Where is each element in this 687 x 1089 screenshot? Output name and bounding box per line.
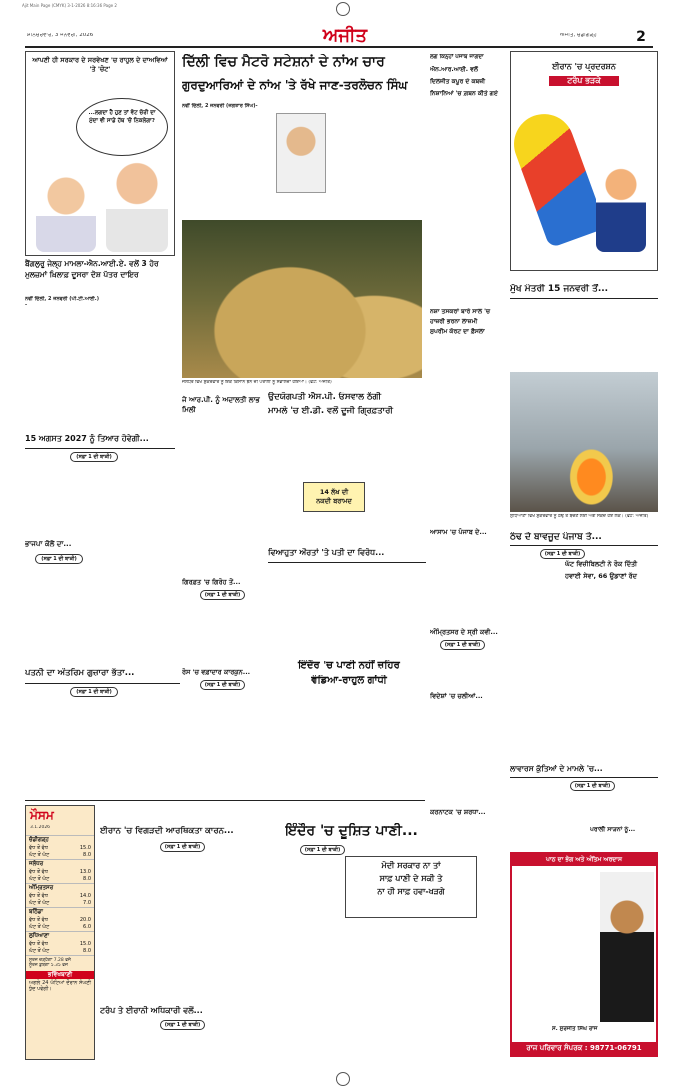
left-col-3 xyxy=(25,698,99,793)
ad-title: ਪਾਠ ਦਾ ਭੋਗ ਅਤੇ ਅੰਤਿਮ ਅਰਦਾਸ xyxy=(512,854,656,866)
top-crosshair xyxy=(336,2,350,16)
cartoon-figure-trump xyxy=(596,162,646,252)
h10-body-1 xyxy=(510,792,584,852)
punjab-sub-2: ਹਾਜ਼ਰੀ ਭਰਨਾ ਲਾਜ਼ਮੀ xyxy=(430,318,478,325)
continued-tag-6: (ਸਫ਼ਾ 1 ਦੀ ਬਾਕੀ) xyxy=(440,640,485,650)
header-rule xyxy=(25,46,653,48)
weather-max-label: ਵੱਧ ਤੋਂ ਵੱਧ xyxy=(29,868,48,875)
second-mid-headline: ਵਿਆਹੁਤਾ ਔਰਤਾਂ 'ਤੇ ਪਤੀ ਦਾ ਵਿਰੋਧ... xyxy=(268,548,385,557)
weather-box xyxy=(25,805,95,1060)
bengaluru-body xyxy=(25,296,99,431)
indore-quote-3: ਨਾ ਹੀ ਸਾਫ਼ ਹਵਾ-ਖੜਗੇ xyxy=(377,887,445,896)
second-mid-rule xyxy=(268,562,426,563)
weather-min: 8.0 xyxy=(83,875,91,882)
continued-tag-11: (ਸਫ਼ਾ 1 ਦੀ ਬਾਕੀ) xyxy=(300,845,345,855)
h4-rule xyxy=(25,683,180,684)
small-head-1: ਭਾਜਪਾ ਕੋਲੋਂ ਦਾ... xyxy=(25,540,72,548)
weather-forecast: ਅਗਲੇ 24 ਘੰਟਿਆਂ ਦੌਰਾਨ ਸੰਘਣੀ ਧੁੰਦ ਪਵੇਗੀ। xyxy=(29,979,91,993)
punjab-sub-3: ਸੁਪਰੀਮ ਕੋਰਟ ਦਾ ਫ਼ੈਸਲਾ xyxy=(430,328,485,335)
iran-headline: ਈਰਾਨ 'ਚ ਵਿਗੜਦੀ ਆਰਥਿਕਤਾ ਕਾਰਨ... xyxy=(100,826,234,836)
lead-headline-2: ਗੁਰਦੁਆਰਿਆਂ ਦੇ ਨਾਂਅ 'ਤੇ ਰੱਖੇ ਜਾਣ-ਤਰਲੋਚਨ ਸਿੰਘ xyxy=(182,78,408,92)
mid-body-2 xyxy=(350,422,428,542)
indore-small-body-2 xyxy=(350,693,428,793)
weather-min-label: ਘੱਟ ਤੋਂ ਘੱਟ xyxy=(29,851,50,858)
continued-tag-7: (ਸਫ਼ਾ 1 ਦੀ ਬਾਕੀ) xyxy=(540,549,585,559)
mid-headline-2: ਮਾਮਲੇ 'ਚ ਈ.ਡੀ. ਵਲੋਂ ਦੂਜੀ ਗ੍ਰਿਫ਼ਤਾਰੀ xyxy=(268,406,393,416)
cartoon-left xyxy=(25,51,175,256)
cash-box-line2: ਨਕਦੀ ਬਰਾਮਦ xyxy=(316,497,352,505)
lead-dateline: ਨਵੀਂ ਦਿੱਲੀ, 2 ਜਨਵਰੀ (ਜਗਤਾਰ ਸਿੰਘ)- xyxy=(182,103,258,109)
bullet-rule xyxy=(25,448,175,449)
small-head-7: ਅੰਮ੍ਰਿਤਸਰ ਦੇ ਸ੍ਰੀ ਕਵੀ... xyxy=(430,628,498,636)
cartoon-right-subtitle: ਟਰੰਪ ਭੜਕੇ xyxy=(549,76,619,86)
small-head-8: ਵਿਦੇਸ਼ਾਂ 'ਚ ਚਲੀਆਂ... xyxy=(430,692,483,700)
cartoon-right xyxy=(510,51,658,271)
indore-body-2 xyxy=(345,922,411,1062)
far-right-headline-1: ਘੱਟ ਵਿਜ਼ੀਬਿਲਟੀ ਨੇ ਰੋਕ ਦਿੱਤੀ xyxy=(565,560,638,568)
bottom-rule xyxy=(25,800,425,801)
h10-rule xyxy=(510,777,658,778)
date-line: ਸ਼ਨਿੱਚਰਵਾਰ, 3 ਜਨਵਰੀ, 2026 xyxy=(27,33,94,38)
weather-city-name: ਅੰਮ੍ਰਿਤਸਰ xyxy=(29,884,54,891)
continued-tag-9: (ਸਫ਼ਾ 1 ਦੀ ਬਾਕੀ) xyxy=(160,842,205,852)
punjab-body-4 xyxy=(430,651,505,711)
h10-body-2 xyxy=(587,792,658,822)
cartoon-figure-right xyxy=(106,157,168,252)
weather-min: 6.0 xyxy=(83,923,91,930)
cartoon-left-title: ਆਪਣੀ ਹੀ ਸਰਕਾਰ ਦੇ ਸਰਵੇਖਣ 'ਚ ਰਾਹੁਲ ਦੇ ਦਾਅਵਿਆਂ 'ਤੇ 'ਚੋਟ' xyxy=(32,56,168,73)
far-right-headline-2: ਹਵਾਈ ਸੇਵਾ, 66 ਉਡਾਣਾਂ ਰੱਦ xyxy=(565,572,637,580)
cm-body-1 xyxy=(510,304,584,369)
punjab-headline-1: ਲਗ ਕਿਨ੍ਹਾਂ ਪੰਜਾਬ ਜਾਗਦਾ xyxy=(430,54,484,60)
cash-box-line1: 14 ਲੱਖ ਦੀ xyxy=(319,488,349,496)
left-col-1 xyxy=(25,463,99,538)
indore-small-headline-2: ਵੰਡਿਆ-ਰਾਹੁਲ ਗਾਂਧੀ xyxy=(311,675,387,686)
weather-max-label: ਵੱਧ ਤੋਂ ਵੱਧ xyxy=(29,940,48,947)
lead-body-1 xyxy=(182,103,272,213)
mid-left-col xyxy=(102,452,177,667)
weather-min-label: ਘੱਟ ਤੋਂ ਘੱਟ xyxy=(29,947,50,954)
weather-city-4 xyxy=(26,931,94,955)
punjab-headline-4: ਨਿਸ਼ਾਨਿਆਂ 'ਚ ਗ਼ਬਨ ਕੀਤੇ ਗਏ xyxy=(430,90,498,97)
weather-forecast-title: ਭਵਿੱਖਬਾਣੀ xyxy=(26,971,94,979)
left-col-4 xyxy=(102,698,177,793)
weather-max: 15.0 xyxy=(79,844,91,851)
weather-min: 8.0 xyxy=(83,851,91,858)
small-head-4: ਪਤਨੀ ਦਾ ਅੰਤਰਿਮ ਗੁਜ਼ਾਰਾ ਭੱਤਾ... xyxy=(25,668,135,678)
iran-body-1 xyxy=(100,854,186,999)
page-number: 2 xyxy=(636,29,646,45)
weather-min-label: ਘੱਟ ਤੋਂ ਘੱਟ xyxy=(29,875,50,882)
punjab-body-2 xyxy=(430,340,505,525)
far-right-body-2 xyxy=(565,585,658,750)
punjab-body-1 xyxy=(430,104,505,304)
cm-rule xyxy=(510,298,658,299)
punjab-headline-2: ਐਨ.ਆਰ.ਆਈ. ਵਲੋਂ xyxy=(430,66,478,73)
far-right-body-1 xyxy=(510,560,562,750)
bengaluru-headline: ਬੈਂਗਲੁਰੂ ਜੇਲ੍ਹ ਮਾਮਲਾ-ਐਨ.ਆਈ.ਏ. ਵਲੋਂ 3 ਹੋਰ ਮੁਲਜ਼ਮਾਂ ਖ਼ਿਲਾਫ਼ ਦੂਸਰਾ ਦੋਸ਼ ਪੱਤਰ ਦਾਇਰ xyxy=(25,259,159,279)
cold-photo xyxy=(510,372,658,512)
weather-max: 20.0 xyxy=(79,916,91,923)
indore-quote-box xyxy=(345,856,477,918)
continued-tag-2: (ਸਫ਼ਾ 1 ਦੀ ਬਾਕੀ) xyxy=(35,554,83,564)
lead-portrait xyxy=(276,113,326,193)
indore-small-body-1 xyxy=(268,693,346,793)
ad-body xyxy=(516,872,596,1017)
lead-body-2 xyxy=(330,103,422,213)
bullet-train-headline: 15 ਅਗਸਤ 2027 ਨੂੰ ਤਿਆਰ ਹੋਵੇਗੀ... xyxy=(25,434,149,443)
bengaluru-body-2 xyxy=(102,296,175,431)
cm-body-2 xyxy=(587,304,658,369)
farmer-photo-caption: ਜਲੰਧਰ ਵਿਖੇ ਸ਼ੁੱਕਰਵਾਰ ਨੂੰ ਇਕ ਕਿਸਾਨ ਝੋਨੇ ਦੀ ਪਰਾਲੀ ਨੂੰ ਸੰਭਾਲਦਾ ਹੋਇਆ। (ਫੋਟੋ: ਅਜੀਤ) xyxy=(182,380,332,385)
weather-max: 15.0 xyxy=(79,940,91,947)
indore-body-1 xyxy=(285,856,341,1061)
reg-mark-top xyxy=(336,1072,350,1086)
cold-photo-caption: ਲੁਧਿਆਣਾ ਵਿਖੇ ਸ਼ੁੱਕਰਵਾਰ ਨੂੰ ਠੰਢ ਤੋਂ ਬਚਣ ਲਈ ਅੱਗ ਸੇਕਦੇ ਹੋਏ ਲੋਕ। (ਫੋਟੋ: ਅਜੀਤ) xyxy=(510,514,649,519)
punjab-body-3 xyxy=(430,542,505,624)
location-line: ਅਜੀਤ, ਚੰਡੀਗੜ੍ਹ xyxy=(560,33,597,38)
trump-body xyxy=(100,1031,275,1061)
weather-max-label: ਵੱਧ ਤੋਂ ਵੱਧ xyxy=(29,844,48,851)
weather-max-label: ਵੱਧ ਤੋਂ ਵੱਧ xyxy=(29,916,48,923)
small-head-9: ਕਰਨਾਟਕ 'ਚ ਸ਼ਰਧਾ... xyxy=(430,808,486,816)
ad-name: ਸ. ਸੁਰਜੀਤ ਸਿੰਘ ਰਾਜ xyxy=(552,1026,598,1032)
small-head-3: ਗਿਰਫ਼ਤ 'ਚ ਗਿਰੋਹ ਤੋਂ... xyxy=(182,578,241,586)
second-mid-body xyxy=(268,566,426,656)
weather-sunset: ਸੂਰਜ ਡੁੱਬੇਗਾ 5.35 ਵਜੇ xyxy=(29,963,68,969)
weather-max: 13.0 xyxy=(79,868,91,875)
masthead: ਅਜੀਤ xyxy=(322,25,368,46)
indore-main-headline: ਇੰਦੌਰ 'ਚ ਦੂਸ਼ਿਤ ਪਾਣੀ... xyxy=(285,823,418,839)
cartoon-rocket xyxy=(506,106,607,249)
punjab-headline-3: ਦਿਲਜੀਤ ਕਪੂਰ ਦੇ ਕਬਜ਼ੀ xyxy=(430,78,485,85)
mid-headline-1: ਉਦਯੋਗਪਤੀ ਐਸ.ਪੀ. ਓਸਵਾਲ ਠੱਗੀ xyxy=(268,392,382,402)
continued-tag-5: (ਸਫ਼ਾ 1 ਦੀ ਬਾਕੀ) xyxy=(200,680,245,690)
small-head-10: ਲਾਵਾਰਸ ਕੁੱਤਿਆਂ ਦੇ ਮਾਮਲੇ 'ਚ... xyxy=(510,764,603,773)
lead-headline-1: ਦਿੱਲੀ ਵਿਚ ਮੈਟਰੋ ਸਟੇਸ਼ਨਾਂ ਦੇ ਨਾਂਅ ਚਾਰ xyxy=(182,54,385,70)
farmer-photo xyxy=(182,220,422,378)
cartoon-figure-left xyxy=(36,172,96,252)
continued-tag-3: (ਸਫ਼ਾ 1 ਦੀ ਬਾਕੀ) xyxy=(70,687,118,697)
left-col-2 xyxy=(25,565,99,665)
weather-city-name: ਜਲੰਧਰ xyxy=(29,860,44,867)
cold-headline: ਠੰਢ ਦੇ ਬਾਵਜੂਦ ਪੰਜਾਬ ਤੇ... xyxy=(510,532,602,542)
weather-min-label: ਘੱਟ ਤੋਂ ਘੱਟ xyxy=(29,923,50,930)
cold-rule xyxy=(510,545,658,546)
weather-min-label: ਘੱਟ ਤੋਂ ਘੱਟ xyxy=(29,899,50,906)
cartoon-bubble-text: ...ਲਗਦਾ ਹੈ ਹੁਣ ਤਾਂ ਵੋਟ ਚੋਰੀ ਦਾ ਮੁੱਦਾ ਵੀ ਸਾਡੇ ਹੱਥ 'ਚੋਂ ਨਿਕਲੇਗਾ? xyxy=(88,110,156,124)
weather-date: 3.1.2026 xyxy=(30,825,51,830)
weather-city-name: ਲੁਧਿਆਣਾ xyxy=(29,932,50,939)
weather-city-3 xyxy=(26,907,94,931)
cm-headline: ਮੁੱਖ ਮੰਤਰੀ 15 ਜਨਵਰੀ ਤੋਂ... xyxy=(510,284,609,294)
file-info: Ajit Main Page (CMYK) 3-1-2026 8:16:36 Page 2 xyxy=(22,3,117,8)
weather-city-0 xyxy=(26,835,94,859)
weather-city-name: ਬਠਿੰਡਾ xyxy=(29,908,43,915)
obituary-ad xyxy=(510,852,658,1057)
cartoon-right-title: ਈਰਾਨ 'ਚ ਪ੍ਰਦਰਸ਼ਨ xyxy=(552,62,616,71)
indore-quote-1: ਮੋਦੀ ਸਰਕਾਰ ਨਾ ਤਾਂ xyxy=(381,861,441,870)
indore-quote-2: ਸਾਫ਼ ਪਾਣੀ ਦੇ ਸਕੀ ਤੇ xyxy=(379,874,443,883)
weather-min: 7.0 xyxy=(83,899,91,906)
indore-body-3 xyxy=(415,922,505,1062)
cartoon-bubble xyxy=(76,98,168,156)
weather-sunrise: ਸੂਰਜ ਚੜ੍ਹੇਗਾ 7.28 ਵਜੇ xyxy=(26,955,94,964)
mid-col-c xyxy=(182,690,262,790)
bengaluru-dateline: ਨਵੀਂ ਦਿੱਲੀ, 2 ਜਨਵਰੀ (ਪੀ.ਟੀ.ਆਈ.)- xyxy=(25,296,99,309)
small-head-2: ਜੇ ਆਰ.ਪੀ. ਨੂੰ ਅਦਾਲਤੀ ਲਾਭ ਮਿਲੀ xyxy=(182,396,260,414)
mid-col-a xyxy=(182,418,262,570)
iran-body-2 xyxy=(189,854,275,999)
small-head-12: ਟਰੰਪ ਤੇ ਈਰਾਨੀ ਅਧਿਕਾਰੀ ਵਲੋਂ... xyxy=(100,1006,203,1015)
weather-min: 8.0 xyxy=(83,947,91,954)
weather-city-name: ਚੰਡੀਗੜ੍ਹ xyxy=(29,836,49,843)
ad-footer: ਰਾਜ ਪਰਿਵਾਰ ਸੰਪਰਕ : 98771-06791 xyxy=(512,1042,656,1055)
punjab-body-5 xyxy=(430,705,505,805)
continued-tag-8: (ਸਫ਼ਾ 1 ਦੀ ਬਾਕੀ) xyxy=(570,781,615,791)
indore-small-headline-1: ਇੰਦੌਰ 'ਚ ਪਾਣੀ ਨਹੀਂ ਜ਼ਹਿਰ xyxy=(298,660,400,671)
weather-max-label: ਵੱਧ ਤੋਂ ਵੱਧ xyxy=(29,892,48,899)
small-head-11: ਪਰਾਲੀ ਸਾੜਨਾਂ ਨੂੰ... xyxy=(590,826,636,833)
weather-city-1 xyxy=(26,859,94,883)
mid-col-b xyxy=(182,600,262,665)
continued-tag-4: (ਸਫ਼ਾ 1 ਦੀ ਬਾਕੀ) xyxy=(200,590,245,600)
weather-max: 14.0 xyxy=(79,892,91,899)
small-head-6: ਆਸਾਮ 'ਚ ਪੰਜਾਬ ਦੇ... xyxy=(430,528,487,536)
small-head-5: ਰੋਸ 'ਚ ਵਫ਼ਾਦਾਰ ਕਾਰਕੁਨ... xyxy=(182,668,251,676)
weather-title: ਮੌਸਮ xyxy=(30,808,54,822)
weather-city-2 xyxy=(26,883,94,907)
punjab-sub-1: ਨਸ਼ਾ ਤਸਕਰਾਂ ਬਾਰੇ ਸਾਲ 'ਚ xyxy=(430,308,490,315)
continued-tag-10: (ਸਫ਼ਾ 1 ਦੀ ਬਾਕੀ) xyxy=(160,1020,205,1030)
continued-tag-1: (ਸਫ਼ਾ 1 ਦੀ ਬਾਕੀ) xyxy=(70,452,118,462)
ad-photo xyxy=(600,872,654,1022)
